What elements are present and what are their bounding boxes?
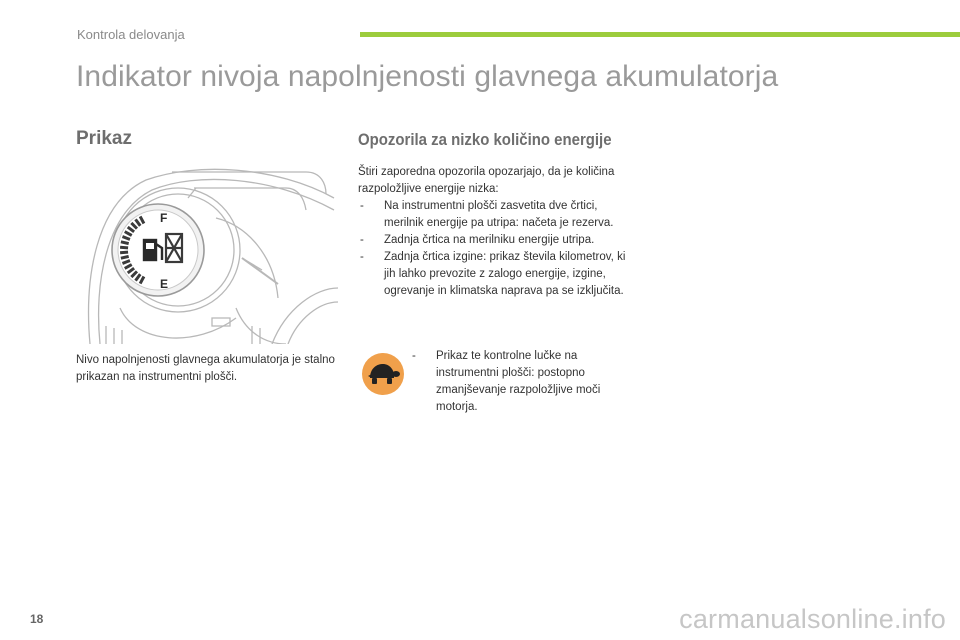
list-dash: - <box>360 251 364 263</box>
list-item-text: Zadnja črtica izgine: prikaz števila kilometrov, ki jih lahko prevozite z zalogo energije, izgine, ogrevanje in klimatska naprava pa se izključita. <box>384 251 626 297</box>
gauge-tick-segment <box>121 256 129 258</box>
gauge-full-label: F <box>160 211 168 225</box>
gauge-tick-segment <box>120 247 128 248</box>
list-item-text: Na instrumentni plošči zasvetita dve črtici, merilnik energije pa utripa: načeta je rezerva. <box>384 200 614 229</box>
watermark: carmanualsonline.info <box>679 604 946 634</box>
page-title: Indikator nivoja napolnjenosti glavnega akumulatorja <box>76 60 779 93</box>
list-item <box>358 198 630 232</box>
list-dash: - <box>360 234 364 246</box>
turtle-icon <box>361 352 405 396</box>
gauge-caption: Nivo napolnjenosti glavnega akumulatorja je stalno prikazan na instrumentni plošči. <box>76 354 335 383</box>
list-dash: - <box>412 350 416 362</box>
instrument-panel-drawing <box>76 158 338 344</box>
warning-list <box>358 198 630 300</box>
gauge-empty-label: E <box>160 277 169 291</box>
left-heading: Prikaz <box>76 128 132 149</box>
right-heading: Opozorila za nizko količino energije <box>358 130 612 149</box>
instrument-panel-illustration <box>76 158 338 344</box>
list-item-text: Zadnja črtica na merilniku energije utripa. <box>384 234 595 246</box>
section-label: Kontrola delovanja <box>77 27 185 42</box>
turtle-warning-item <box>412 348 636 416</box>
turtle-warning-text: Prikaz te kontrolne lučke na instrumentni plošči: postopno zmanjševanje razpoložljive moči motorja. <box>436 350 601 413</box>
list-item <box>358 232 630 249</box>
gauge-tick-segment <box>121 242 129 244</box>
header-accent-rule <box>360 32 960 37</box>
warning-intro: Štiri zaporedna opozorila opozarjajo, da je količina razpoložljive energije nizka: <box>358 166 615 195</box>
gauge-tick-segment <box>120 252 128 253</box>
list-item <box>358 249 630 300</box>
list-dash: - <box>360 200 364 212</box>
page-number: 18 <box>30 612 44 626</box>
